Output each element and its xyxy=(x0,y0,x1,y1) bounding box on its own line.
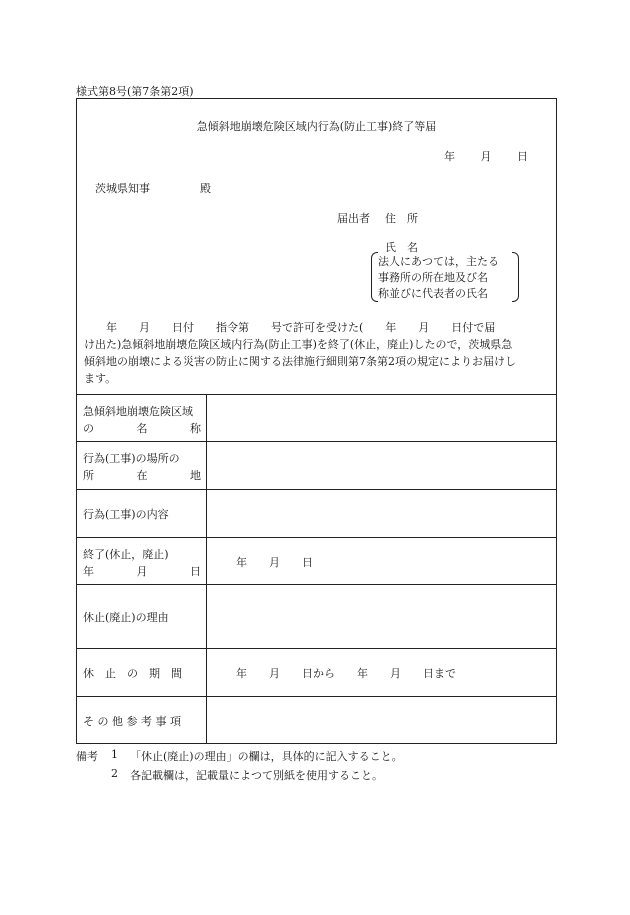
table-column-divider xyxy=(206,394,207,744)
statement-line: 年 月 日付 指令第 号で許可を受けた( 年 月 日付で届 xyxy=(84,321,496,334)
notes-heading: 備考 xyxy=(76,750,98,763)
row-other-label: そ の 他 参 考 事 項 xyxy=(83,715,181,728)
note-text: 各記載欄は，記載量によつて別紙を使用すること。 xyxy=(130,769,383,782)
addressee-honorific: 殿 xyxy=(200,182,211,195)
table-row-divider xyxy=(76,489,557,490)
date-month: 月 xyxy=(480,150,492,163)
row-location-label-2 xyxy=(83,467,201,483)
form-number: 様式第8号(第7条第2項) xyxy=(76,85,194,98)
table-row-divider xyxy=(76,648,557,649)
table-top-line xyxy=(76,394,557,395)
row-period-label: 休 止 の 期 間 xyxy=(83,667,182,680)
table-row-divider xyxy=(76,584,557,585)
table-row-divider xyxy=(76,696,557,697)
note-text: 「休止(廃止)の理由」の欄は，具体的に記入すること。 xyxy=(130,750,403,763)
row-content-label: 行為(工事)の内容 xyxy=(83,508,169,521)
date-year: 年 xyxy=(444,150,455,163)
label-char: 地 xyxy=(190,469,201,482)
date-day: 日 xyxy=(517,150,528,163)
statement-line: け出た)急傾斜地崩壊危険区域内行為(防止工事)を終了(休止，廃止)したので，茨城県急 xyxy=(84,338,513,351)
row-period-value: 年 月 日から 年 月 日まで xyxy=(236,667,456,680)
table-row-divider xyxy=(76,441,557,442)
label-char: 所 xyxy=(83,469,94,482)
row-reason-label: 休止(廃止)の理由 xyxy=(83,611,169,624)
corporate-note-line: 事務所の所在地及び名 xyxy=(378,271,488,284)
row-area-name-label-2 xyxy=(83,420,201,436)
row-end-date-label: 終了(休止，廃止) xyxy=(83,548,169,561)
corporate-note-line: 称並びに代表者の氏名 xyxy=(378,287,488,300)
applicant-address-label: 住 所 xyxy=(385,212,418,225)
corporate-note xyxy=(378,254,499,302)
row-area-name-label: 急傾斜地崩壊危険区域 xyxy=(83,405,193,418)
statement-line: ます。 xyxy=(84,372,117,385)
row-location-label: 行為(工事)の場所の xyxy=(83,452,180,465)
applicant-label: 届出者 xyxy=(337,212,370,225)
addressee-name: 茨城県知事 xyxy=(95,182,150,195)
label-char: 称 xyxy=(190,422,201,435)
label-char: 在 xyxy=(136,469,148,482)
table-row-divider xyxy=(76,537,557,538)
statement-line: 傾斜地の崩壊による災害の防止に関する法律施行細則第7条第2項の規定によりお届けし xyxy=(84,355,516,368)
label-char: 年 xyxy=(83,565,94,578)
note-number: 2 xyxy=(111,767,118,780)
row-end-date-label-2 xyxy=(83,563,201,579)
label-char: の xyxy=(83,422,94,435)
label-char: 名 xyxy=(136,422,148,435)
label-char: 日 xyxy=(190,565,201,578)
date-line xyxy=(444,148,528,164)
label-char: 月 xyxy=(136,565,148,578)
form-title: 急傾斜地崩壊危険区域内行為(防止工事)終了等届 xyxy=(196,120,437,133)
note-number: 1 xyxy=(111,748,118,761)
row-end-date-value: 年 月 日 xyxy=(236,556,313,569)
corporate-note-line: 法人にあつては，主たる xyxy=(378,255,499,268)
statement-paragraph xyxy=(84,319,550,387)
applicant-name-label: 氏 名 xyxy=(385,241,418,254)
